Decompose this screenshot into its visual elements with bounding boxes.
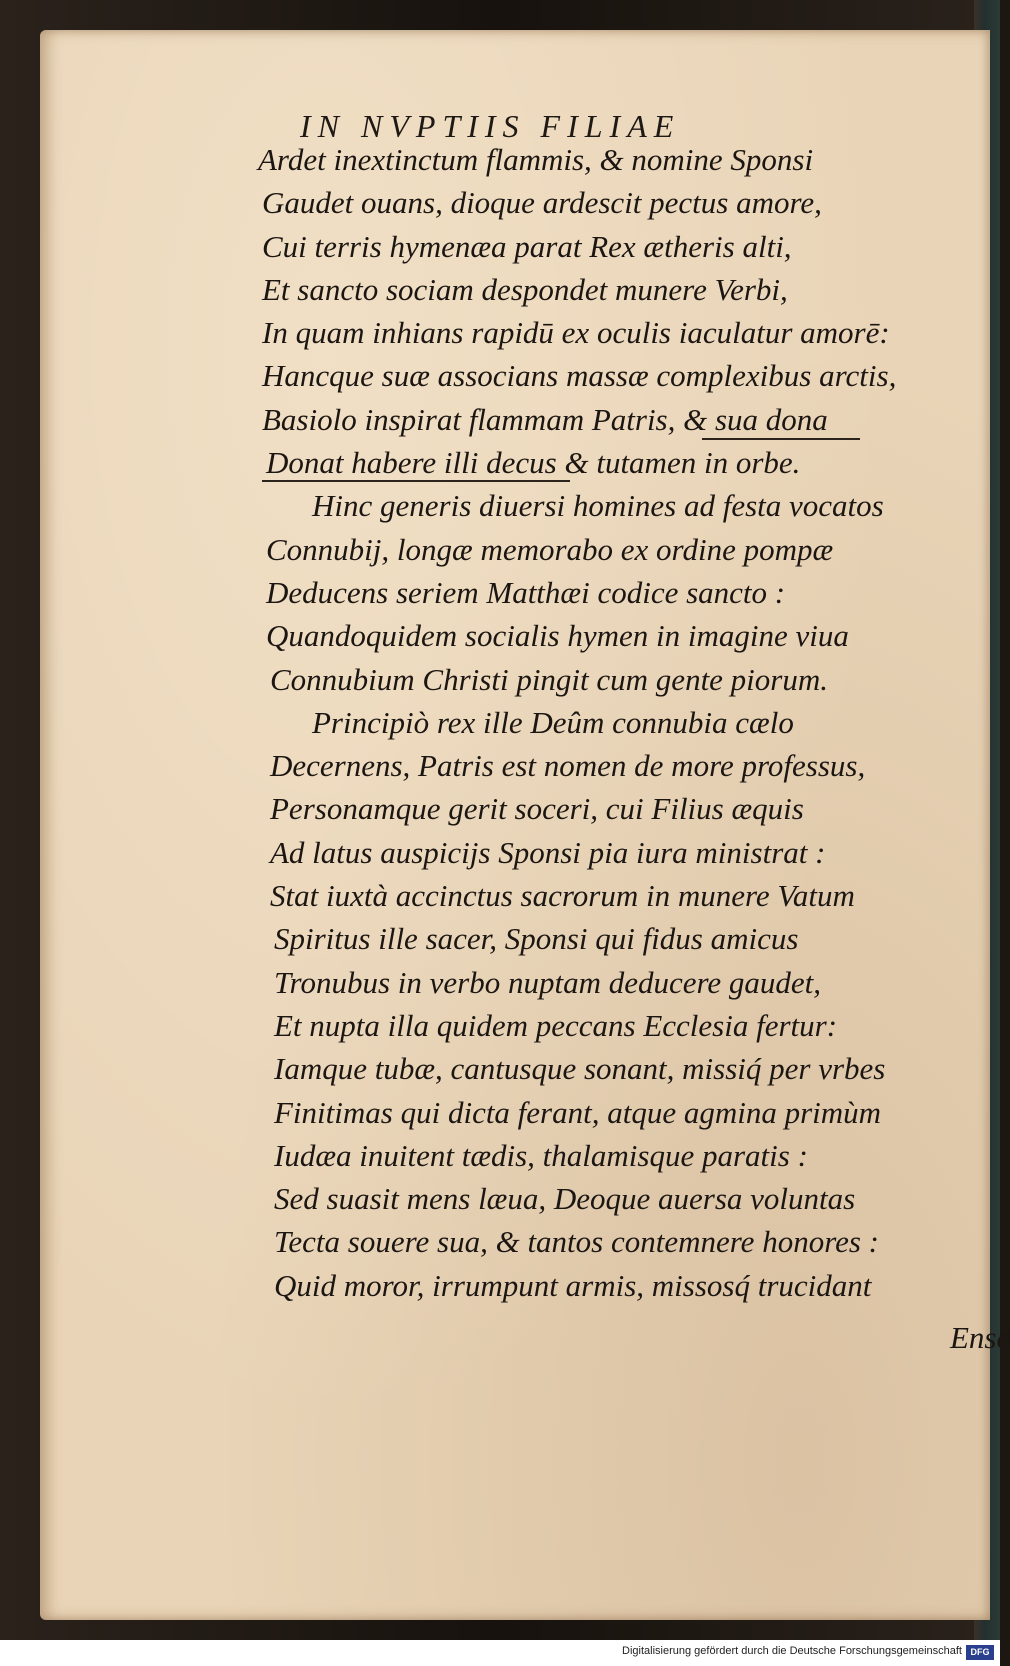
verse-line: Et nupta illa quidem peccans Ecclesia fertur: [274,1007,838,1043]
verse-line: Et sancto sociam despondet munere Verbi, [262,271,788,307]
verse-line: Tronubus in verbo nuptam deducere gaudet, [274,964,822,1000]
verse-line: Donat habere illi decus & tutamen in orbe. [266,445,801,481]
handwritten-underline [262,480,570,482]
verse-line: Stat iuxtà accinctus sacrorum in munere Vatum [270,878,855,914]
verse-line: Finitimas qui dicta ferant, atque agmina primùm [274,1094,882,1130]
verse-line: Connubium Christi pingit cum gente piorum. [270,661,828,697]
catchword: Ense [950,1320,1010,1355]
verse-line: Connubij, longæ memorabo ex ordine pompæ [266,531,834,567]
verse-line: Principiò rex ille Deûm connubia cælo [312,704,794,740]
digitization-footer [0,1640,1000,1666]
verse-line: Sed suasit mens læua, Deoque auersa voluntas [274,1181,856,1217]
verse-line: Quandoquidem socialis hymen in imagine viua [266,618,849,654]
verse-line: Decernens, Patris est nomen de more professus, [270,748,866,784]
verse-line: Basiolo inspirat flammam Patris, & sua dona [262,401,828,437]
verse-line: Deducens seriem Matthæi codice sancto : [266,574,786,610]
verse-line: Gaudet ouans, dioque ardescit pectus amore, [262,185,822,221]
verse-block [258,138,998,1307]
footer-credit: Digitalisierung gefördert durch die Deutsche Forschungsgemeinschaft [622,1645,962,1657]
verse-line: Ad latus auspicijs Sponsi pia iura ministrat : [270,834,826,870]
verse-line: Personamque gerit soceri, cui Filius æquis [270,791,804,827]
verse-line: Ardet inextinctum flammis, & nomine Sponsi [258,142,814,177]
verse-line: Tecta souere sua, & tantos contemnere honores : [274,1224,879,1260]
dfg-logo-icon: DFG [966,1645,994,1660]
verse-line: In quam inhians rapidū ex oculis iaculatur amorē: [262,315,890,351]
verse-line: Hancque suæ associans massæ complexibus arctis, [262,358,897,394]
verse-line: Cui terris hymenæa parat Rex ætheris alti, [262,228,792,264]
running-head: IN NVPTIIS FILIAE [300,108,681,144]
verse-line: Spiritus ille sacer, Sponsi qui fidus amicus [274,921,799,957]
verse-line: Hinc generis diuersi homines ad festa vocatos [312,488,884,524]
verse-line: Quid moror, irrumpunt armis, missosq́ trucidant [274,1267,872,1303]
verse-line: Iamque tubæ, cantusque sonant, missiq́ per vrbes [274,1051,886,1087]
verse-line: Iudæa inuitent tædis, thalamisque paratis : [274,1137,808,1173]
handwritten-underline [702,438,860,440]
